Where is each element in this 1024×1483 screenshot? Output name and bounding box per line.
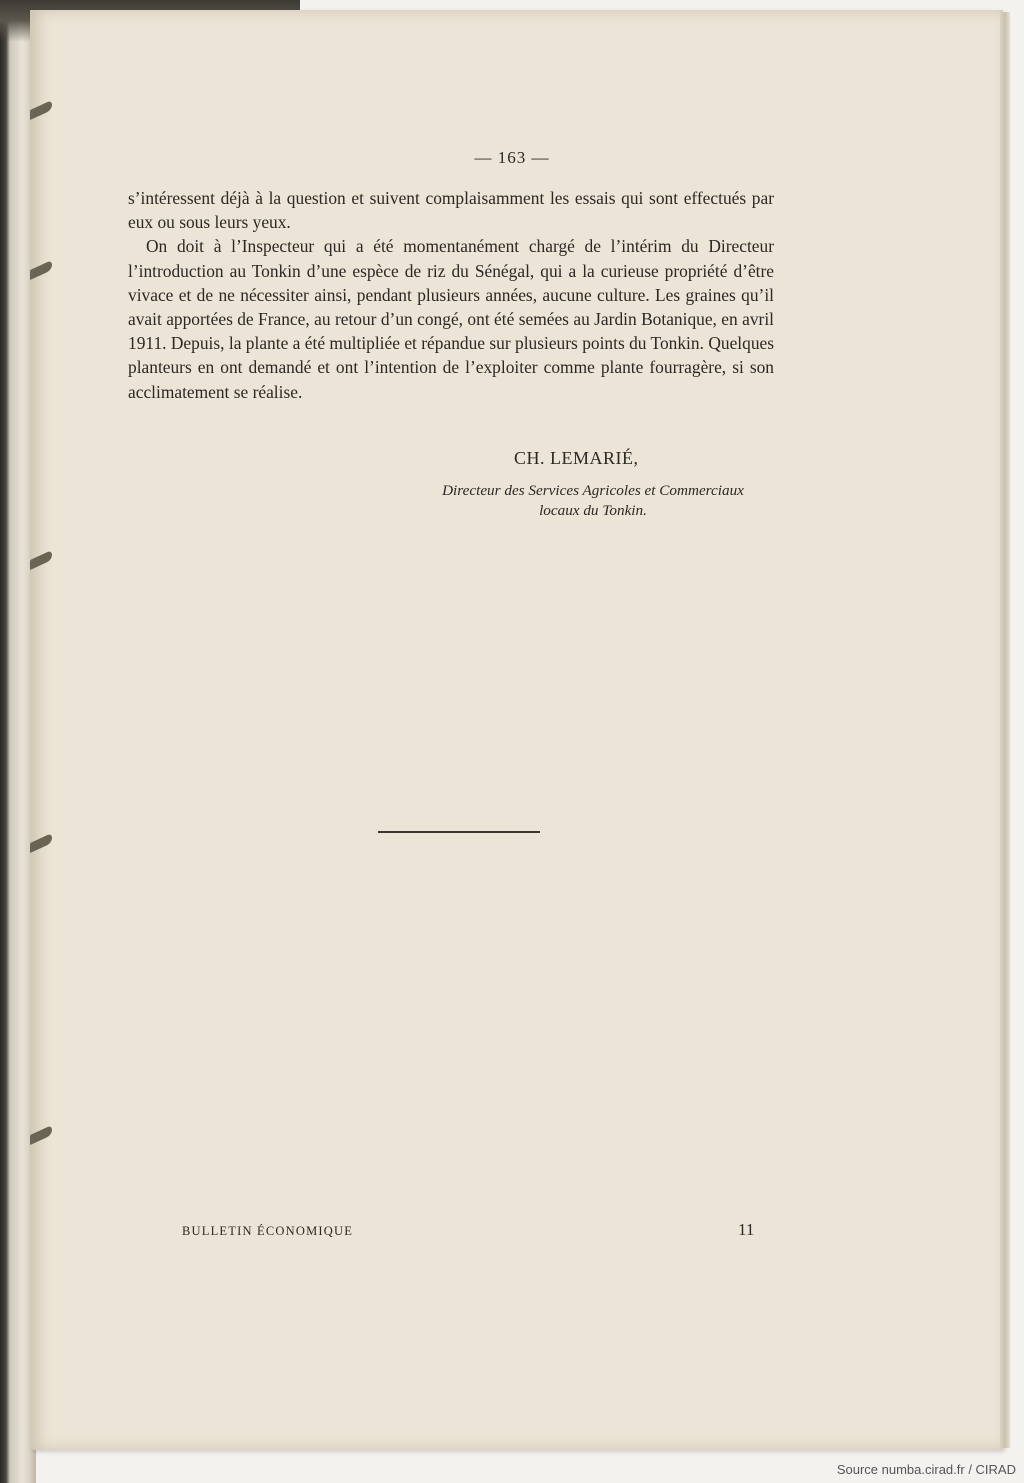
paragraph: s’intéressent déjà à la question et suivent complaisamment les essais qui sont effectués par eux ou sous leurs yeux.: [128, 188, 774, 233]
page-edge: [1000, 12, 1010, 1448]
signature-title-line: locaux du Tonkin.: [539, 502, 647, 519]
footer-publication: BULLETIN ÉCONOMIQUE: [182, 1224, 354, 1238]
body-text: [128, 186, 774, 404]
source-credit: Source numba.cirad.fr / CIRAD: [836, 1462, 1016, 1477]
paragraph: On doit à l’Inspecteur qui a été momentanément chargé de l’intérim du Directeur l’introduction au Tonkin d’une espèce de riz du Sénégal, qui a la curieuse propriété d’être vivace et de ne nécessiter ainsi, pendant plusieurs années, aucune culture. Les graines qu’il avait apportées de France, au retour d’un congé, ont été semées au Jardin Botanique, en avril 1911. Depuis, la plante a été multipliée et répandue sur plusieurs points du Tonkin. Quelques planteurs en ont demandé et ont l’intention de l’exploiter comme plante fourragère, si son acclimatement se réalise.: [128, 236, 774, 402]
signature-title: [398, 481, 788, 521]
page-number: — 163 —: [474, 148, 550, 167]
signature-name: CH. LEMARIÉ,: [514, 448, 639, 468]
horizontal-rule: [378, 831, 540, 833]
footer-signature-number: 11: [738, 1220, 755, 1239]
signature-title-line: Directeur des Services Agricoles et Commerciaux: [442, 482, 744, 499]
